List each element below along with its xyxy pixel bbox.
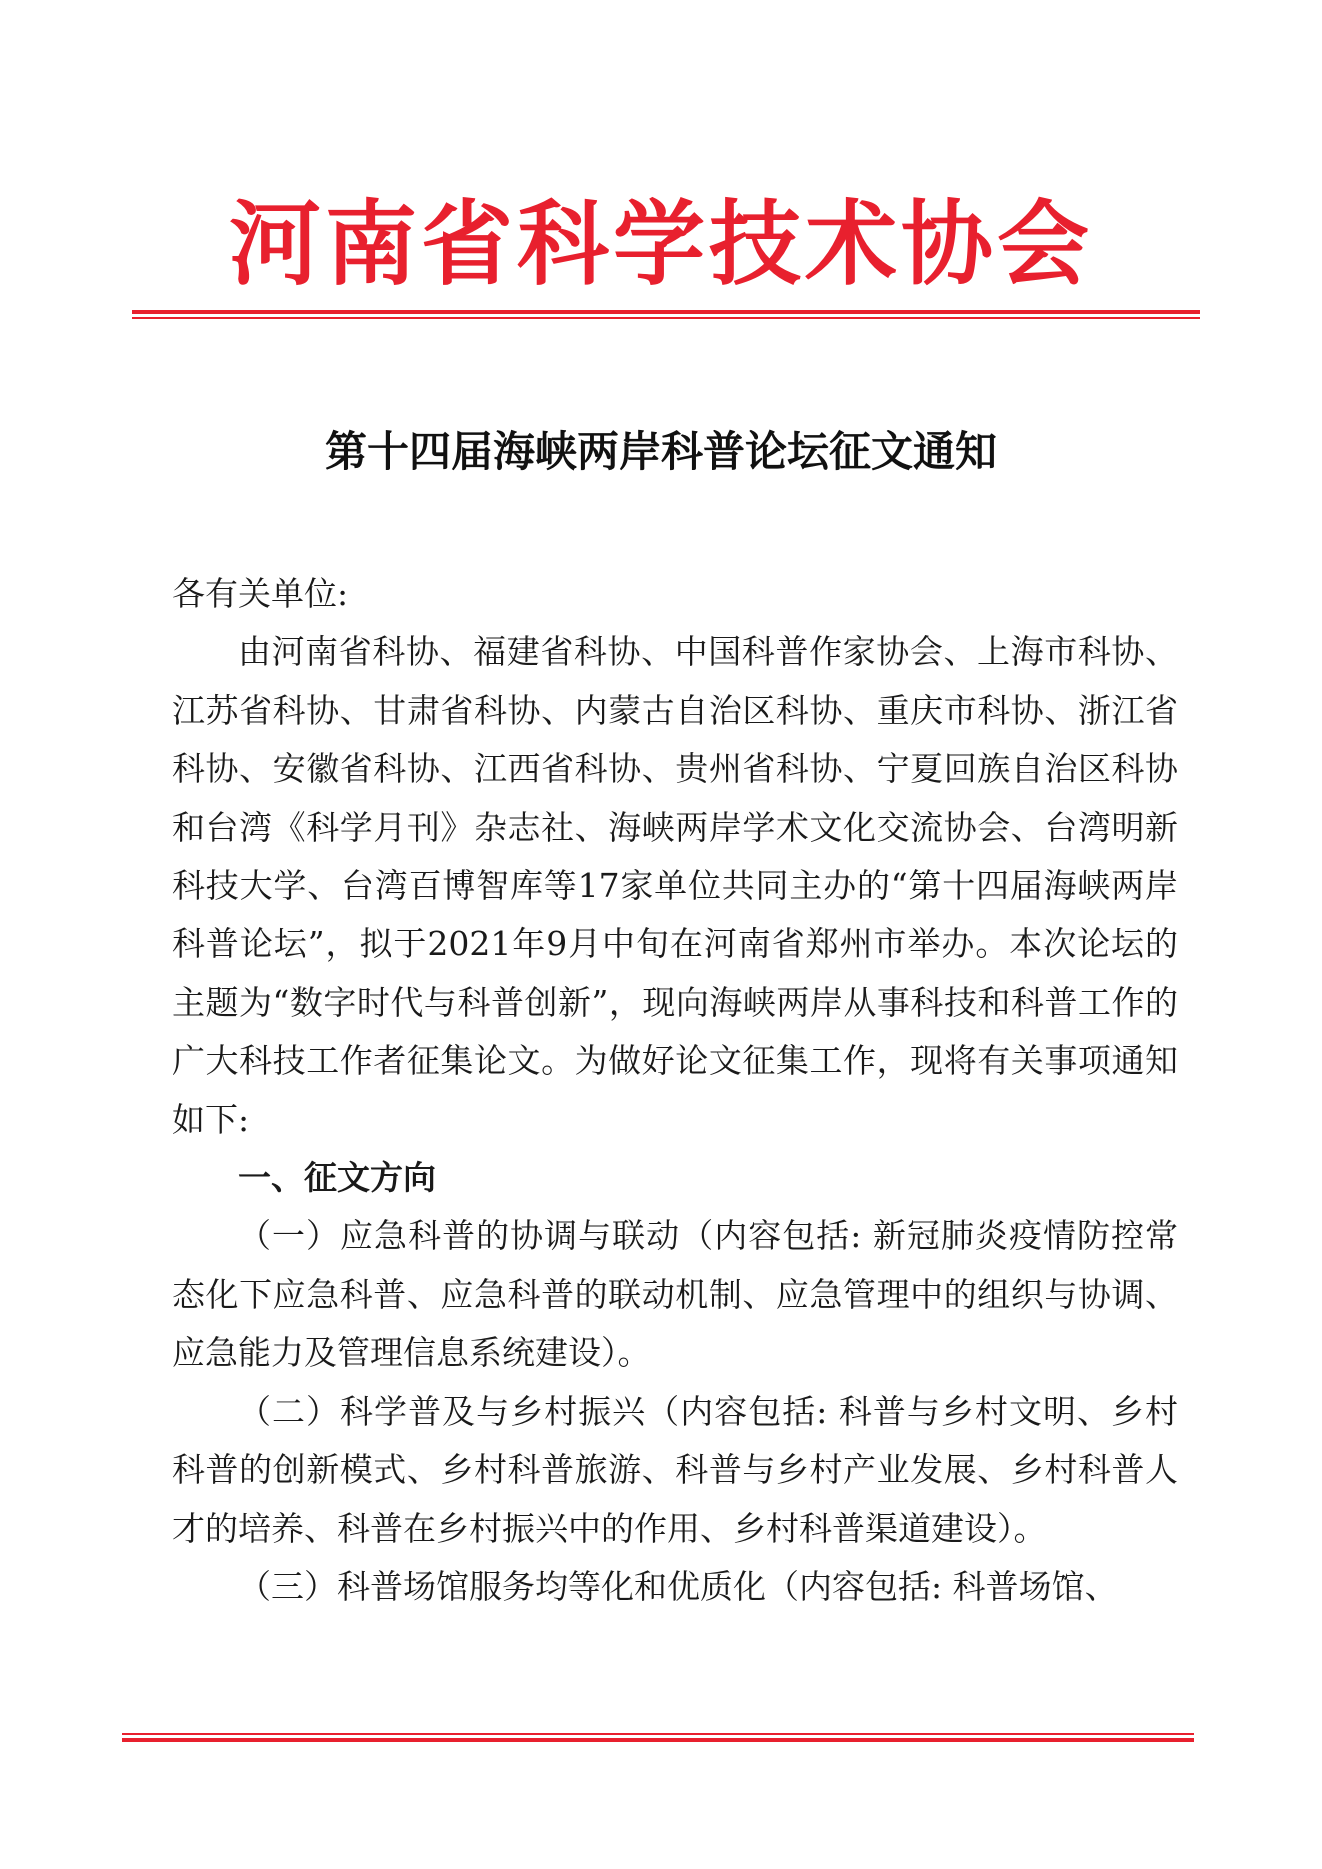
footer-divider (122, 1733, 1194, 1742)
document-title: 第十四届海峡两岸科普论坛征文通知 (324, 427, 997, 476)
document-body (172, 565, 1178, 1616)
salutation: 各有关单位: (172, 574, 349, 613)
list-item: （三）科普场馆服务均等化和优质化（内容包括: 科普场馆、 (238, 1566, 1118, 1606)
letterhead-org-name: 河南省科学技术协会 (228, 191, 1093, 298)
intro-paragraph: 由河南省科协、福建省科协、中国科普作家协会、上海市科协、江苏省科协、甘肃省科协、内蒙古自治区科协、重庆市科协、浙江省科协、安徽省科协、江西省科协、贵州省科协、宁夏回族自治区科协和台湾《科学月刊》杂志社、海峡两岸学术文化交流协会、台湾明新科技大学、台湾百博智库等17家单位共同主办的“第十四届海峡两岸科普论坛”，拟于2021年9月中旬在河南省郑州市举办。本次论坛的主题为“数字时代与科普创新”，现向海峡两岸从事科技和科普工作的广大科技工作者征集论文。为做好论文征集工作，现将有关事项通知如下: (172, 632, 1178, 1139)
letterhead-divider (132, 310, 1200, 319)
section-heading: 一、征文方向 (238, 1158, 436, 1198)
list-item: （一）应急科普的协调与联动（内容包括: 新冠肺炎疫情防控常态化下应急科普、应急科普的联动机制、应急管理中的组织与协调、应急能力及管理信息系统建设）。 (172, 1216, 1178, 1373)
list-item: （二）科学普及与乡村振兴（内容包括: 科普与乡村文明、乡村科普的创新模式、乡村科普旅游、科普与乡村产业发展、乡村科普人才的培养、科普在乡村振兴中的作用、乡村科普渠道建设）。 (172, 1391, 1178, 1548)
